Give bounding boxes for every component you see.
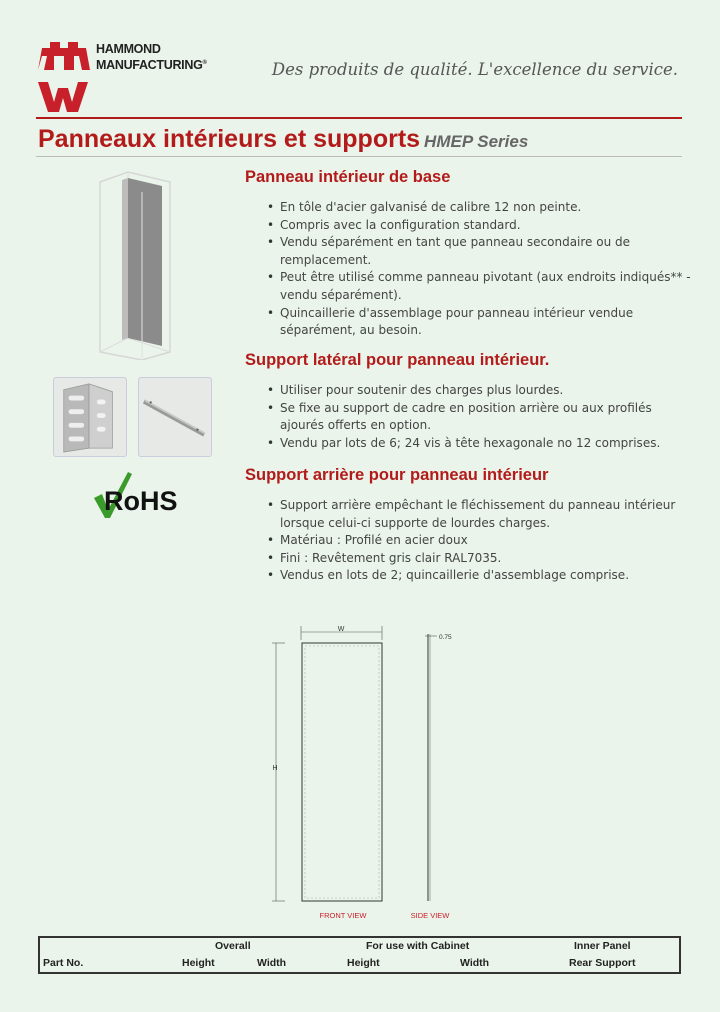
group-overall: Overall [215,940,251,952]
rohs-badge [90,470,190,520]
col-cabinet-width: Width [460,957,490,969]
list-item: • Matériau : Profilé en acier doux [280,532,695,550]
col-cabinet-height: Height [347,957,380,969]
list-item: • Support arrière empêchant le fléchissement du panneau intérieur lorsque celui-ci supporte de lourdes charges. [280,497,695,532]
section-heading: Support arrière pour panneau intérieur [245,466,549,484]
section-side-support [245,351,695,452]
height-label: H [272,765,278,772]
front-view-label: FRONT VIEW [319,911,367,920]
section-rear-support [245,466,695,585]
brand-name [96,42,207,72]
col-overall-width: Width [257,957,287,969]
group-cabinet: For use with Cabinet [366,940,470,952]
hammond-logo-icon [38,40,90,112]
bullet-list [245,199,695,340]
list-item: • Vendu séparément en tant que panneau secondaire ou de remplacement. [280,234,695,269]
spec-table-header [38,936,681,974]
side-view-label: SIDE VIEW [410,911,450,920]
group-inner-panel: Inner Panel [574,940,631,952]
brand-reg: ® [202,60,207,66]
list-item: • En tôle d'acier galvanisé de calibre 12 non peinte. [280,199,695,217]
col-rear-support: Rear Support [569,957,636,969]
interior-panel-image [92,170,178,360]
rohs-text: RoHS [104,486,178,516]
technical-drawing [255,618,475,928]
col-overall-height: Height [182,957,215,969]
header-divider [36,117,682,119]
list-item: • Peut être utilisé comme panneau pivotant (aux endroits indiqués** - vendu séparément). [280,269,695,304]
bullet-list [245,382,695,452]
list-item: • Vendu par lots de 6; 24 vis à tête hexagonale no 12 comprises. [280,435,695,453]
list-item: • Se fixe au support de cadre en position arrière ou aux profilés ajourés offerts en option. [280,400,695,435]
side-support-icon [54,378,126,456]
width-label: W [337,626,345,633]
list-item: • Compris avec la configuration standard. [280,217,695,235]
section-heading: Support latéral pour panneau intérieur. [245,351,550,369]
bullet-list [245,497,695,585]
tagline: Des produits de qualité. L'excellence du service. [271,60,678,79]
list-item: • Utiliser pour soutenir des charges plus lourdes. [280,382,695,400]
rear-support-image [138,377,212,457]
side-support-image [53,377,127,457]
thickness-label: 0.75 [439,634,452,641]
title-divider [36,156,682,157]
brand-line1: HAMMOND [96,42,161,56]
list-item: • Quincaillerie d'assemblage pour panneau intérieur vendue séparément, au besoin. [280,305,695,340]
page-title-series: HMEP Series [424,132,529,151]
page-title-main: Panneaux intérieurs et supports [38,125,421,153]
brand-line2: MANUFACTURING [96,58,203,73]
section-base-panel [245,168,695,340]
list-item: • Vendus en lots de 2; quincaillerie d'assemblage comprise. [280,567,695,585]
page-title [38,125,528,154]
list-item: • Fini : Revêtement gris clair RAL7035. [280,550,695,568]
rear-support-icon [139,378,211,456]
col-part-no: Part No. [43,957,84,969]
section-heading: Panneau intérieur de base [245,168,451,186]
